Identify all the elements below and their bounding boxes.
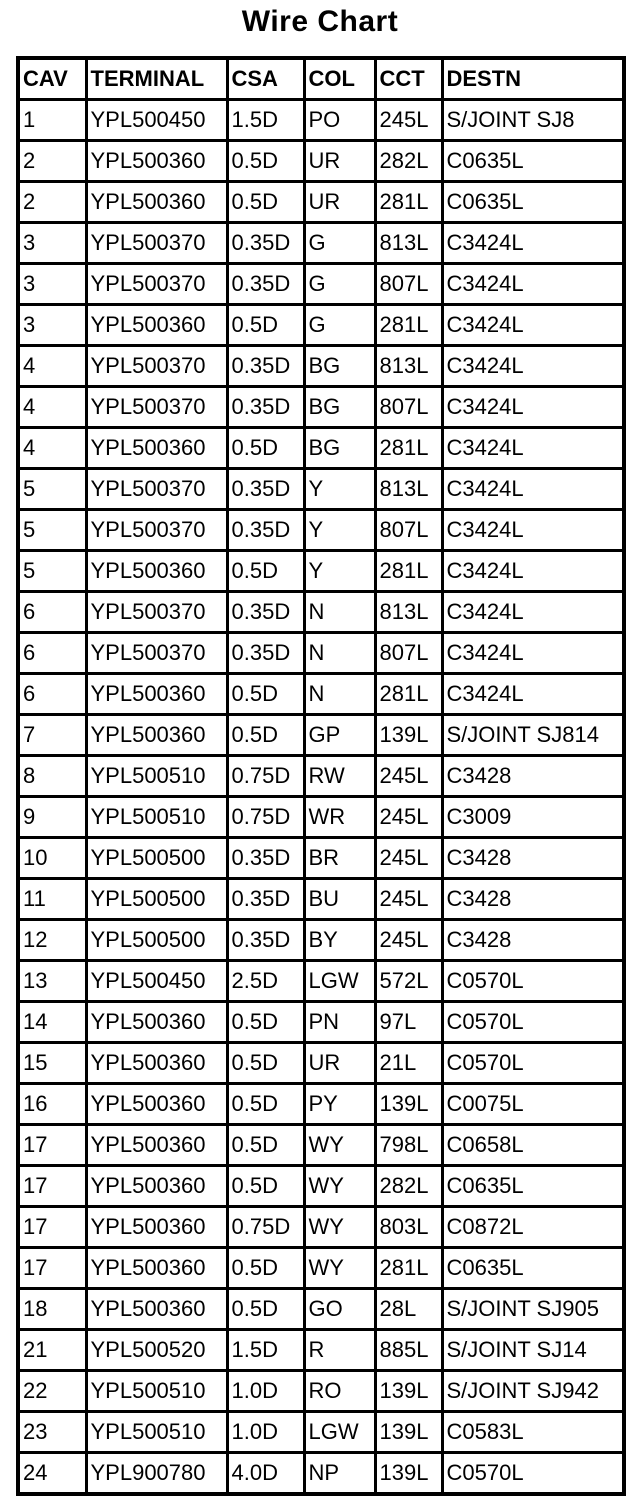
cell-destn: C3424L xyxy=(442,264,622,305)
table-row xyxy=(20,141,622,182)
cell-terminal: YPL500370 xyxy=(86,633,227,674)
cell-cct: 281L xyxy=(375,182,442,223)
cell-csa: 0.5D xyxy=(227,1248,304,1289)
cell-csa: 0.35D xyxy=(227,838,304,879)
cell-destn: C3424L xyxy=(442,387,622,428)
cell-terminal: YPL500370 xyxy=(86,346,227,387)
cell-cav: 6 xyxy=(20,674,86,715)
cell-cct: 245L xyxy=(375,838,442,879)
cell-terminal: YPL500360 xyxy=(86,428,227,469)
cell-terminal: YPL500450 xyxy=(86,961,227,1002)
table-row xyxy=(20,797,622,838)
cell-csa: 0.35D xyxy=(227,592,304,633)
cell-cct: 803L xyxy=(375,1207,442,1248)
cell-col: BG xyxy=(304,428,375,469)
cell-cct: 28L xyxy=(375,1289,442,1330)
cell-col: GO xyxy=(304,1289,375,1330)
table-body xyxy=(20,100,622,1493)
cell-terminal: YPL500510 xyxy=(86,1371,227,1412)
table-row xyxy=(20,387,622,428)
cell-destn: C0570L xyxy=(442,961,622,1002)
cell-col: PY xyxy=(304,1084,375,1125)
cell-cct: 281L xyxy=(375,674,442,715)
cell-col: LGW xyxy=(304,1412,375,1453)
cell-destn: C0635L xyxy=(442,141,622,182)
cell-terminal: YPL500360 xyxy=(86,1125,227,1166)
cell-terminal: YPL500370 xyxy=(86,592,227,633)
cell-cav: 22 xyxy=(20,1371,86,1412)
cell-csa: 0.5D xyxy=(227,305,304,346)
cell-cct: 282L xyxy=(375,141,442,182)
cell-terminal: YPL500360 xyxy=(86,1043,227,1084)
cell-col: LGW xyxy=(304,961,375,1002)
cell-col: BG xyxy=(304,387,375,428)
cell-col: R xyxy=(304,1330,375,1371)
table-header-row xyxy=(20,60,622,100)
cell-destn: C0872L xyxy=(442,1207,622,1248)
table-row xyxy=(20,756,622,797)
cell-cct: 282L xyxy=(375,1166,442,1207)
table-row xyxy=(20,1166,622,1207)
table-row xyxy=(20,1248,622,1289)
cell-cct: 21L xyxy=(375,1043,442,1084)
cell-terminal: YPL900780 xyxy=(86,1453,227,1493)
cell-cav: 6 xyxy=(20,592,86,633)
table-row xyxy=(20,633,622,674)
cell-col: UR xyxy=(304,141,375,182)
cell-destn: C3424L xyxy=(442,305,622,346)
cell-csa: 0.35D xyxy=(227,223,304,264)
cell-terminal: YPL500370 xyxy=(86,223,227,264)
column-header-cct: CCT xyxy=(375,60,442,100)
cell-destn: C3428 xyxy=(442,879,622,920)
cell-csa: 0.75D xyxy=(227,1207,304,1248)
cell-cav: 13 xyxy=(20,961,86,1002)
cell-cav: 3 xyxy=(20,223,86,264)
cell-terminal: YPL500510 xyxy=(86,756,227,797)
cell-destn: C3428 xyxy=(442,756,622,797)
cell-col: N xyxy=(304,592,375,633)
cell-csa: 1.5D xyxy=(227,1330,304,1371)
cell-col: WY xyxy=(304,1207,375,1248)
cell-cav: 7 xyxy=(20,715,86,756)
cell-cav: 5 xyxy=(20,469,86,510)
cell-cct: 572L xyxy=(375,961,442,1002)
cell-cav: 3 xyxy=(20,264,86,305)
cell-cav: 8 xyxy=(20,756,86,797)
cell-cav: 21 xyxy=(20,1330,86,1371)
cell-terminal: YPL500450 xyxy=(86,100,227,141)
cell-csa: 4.0D xyxy=(227,1453,304,1493)
cell-destn: C3009 xyxy=(442,797,622,838)
table-row xyxy=(20,1002,622,1043)
table-row xyxy=(20,961,622,1002)
table-row xyxy=(20,510,622,551)
cell-cct: 281L xyxy=(375,1248,442,1289)
table-row xyxy=(20,1125,622,1166)
cell-col: N xyxy=(304,674,375,715)
cell-destn: C3424L xyxy=(442,469,622,510)
cell-terminal: YPL500520 xyxy=(86,1330,227,1371)
page-title: Wire Chart xyxy=(241,5,399,38)
table-row xyxy=(20,223,622,264)
cell-cct: 807L xyxy=(375,510,442,551)
cell-csa: 0.5D xyxy=(227,1002,304,1043)
cell-cav: 17 xyxy=(20,1207,86,1248)
column-header-cav: CAV xyxy=(20,60,86,100)
cell-terminal: YPL500510 xyxy=(86,1412,227,1453)
cell-terminal: YPL500500 xyxy=(86,838,227,879)
table-row xyxy=(20,838,622,879)
cell-cct: 245L xyxy=(375,756,442,797)
cell-col: BU xyxy=(304,879,375,920)
cell-csa: 0.75D xyxy=(227,797,304,838)
table-row xyxy=(20,674,622,715)
cell-col: PN xyxy=(304,1002,375,1043)
column-header-terminal: TERMINAL xyxy=(86,60,227,100)
cell-destn: C0570L xyxy=(442,1043,622,1084)
cell-terminal: YPL500370 xyxy=(86,264,227,305)
table-row xyxy=(20,879,622,920)
table-row xyxy=(20,100,622,141)
table-row xyxy=(20,1412,622,1453)
cell-col: RO xyxy=(304,1371,375,1412)
cell-cav: 9 xyxy=(20,797,86,838)
cell-terminal: YPL500500 xyxy=(86,920,227,961)
cell-cct: 807L xyxy=(375,264,442,305)
cell-csa: 0.35D xyxy=(227,469,304,510)
cell-cav: 4 xyxy=(20,346,86,387)
cell-csa: 0.35D xyxy=(227,633,304,674)
cell-cct: 245L xyxy=(375,100,442,141)
cell-terminal: YPL500360 xyxy=(86,305,227,346)
cell-col: BG xyxy=(304,346,375,387)
cell-cct: 885L xyxy=(375,1330,442,1371)
cell-col: Y xyxy=(304,510,375,551)
cell-destn: C3424L xyxy=(442,633,622,674)
cell-terminal: YPL500360 xyxy=(86,674,227,715)
cell-csa: 0.5D xyxy=(227,1289,304,1330)
cell-cav: 24 xyxy=(20,1453,86,1493)
cell-csa: 1.5D xyxy=(227,100,304,141)
cell-cav: 1 xyxy=(20,100,86,141)
column-header-csa: CSA xyxy=(227,60,304,100)
cell-destn: C0635L xyxy=(442,182,622,223)
cell-destn: S/JOINT SJ8 xyxy=(442,100,622,141)
cell-cct: 139L xyxy=(375,1084,442,1125)
table-row xyxy=(20,428,622,469)
cell-col: GP xyxy=(304,715,375,756)
cell-cct: 813L xyxy=(375,223,442,264)
table-row xyxy=(20,1330,622,1371)
cell-destn: C3424L xyxy=(442,592,622,633)
cell-destn: C0635L xyxy=(442,1248,622,1289)
cell-cav: 6 xyxy=(20,633,86,674)
wire-chart-table-frame xyxy=(16,56,626,1496)
cell-col: Y xyxy=(304,551,375,592)
table-row xyxy=(20,1207,622,1248)
cell-csa: 0.35D xyxy=(227,264,304,305)
cell-cav: 3 xyxy=(20,305,86,346)
cell-col: NP xyxy=(304,1453,375,1493)
cell-destn: C3428 xyxy=(442,838,622,879)
cell-col: BR xyxy=(304,838,375,879)
cell-col: G xyxy=(304,223,375,264)
cell-col: G xyxy=(304,305,375,346)
cell-cav: 16 xyxy=(20,1084,86,1125)
cell-cav: 11 xyxy=(20,879,86,920)
cell-cav: 14 xyxy=(20,1002,86,1043)
cell-csa: 0.5D xyxy=(227,1166,304,1207)
cell-csa: 0.5D xyxy=(227,1043,304,1084)
cell-cav: 4 xyxy=(20,428,86,469)
table-row xyxy=(20,551,622,592)
cell-cav: 17 xyxy=(20,1248,86,1289)
cell-cct: 97L xyxy=(375,1002,442,1043)
cell-csa: 0.75D xyxy=(227,756,304,797)
cell-cct: 139L xyxy=(375,715,442,756)
cell-destn: S/JOINT SJ942 xyxy=(442,1371,622,1412)
table-row xyxy=(20,1371,622,1412)
cell-csa: 0.5D xyxy=(227,182,304,223)
column-header-destn: DESTN xyxy=(442,60,622,100)
cell-destn: C0635L xyxy=(442,1166,622,1207)
cell-destn: C3424L xyxy=(442,346,622,387)
cell-destn: C3424L xyxy=(442,551,622,592)
cell-destn: C0570L xyxy=(442,1002,622,1043)
cell-col: BY xyxy=(304,920,375,961)
cell-terminal: YPL500360 xyxy=(86,182,227,223)
cell-destn: C0570L xyxy=(442,1453,622,1493)
cell-cct: 245L xyxy=(375,920,442,961)
cell-cav: 2 xyxy=(20,141,86,182)
cell-col: RW xyxy=(304,756,375,797)
cell-destn: C0075L xyxy=(442,1084,622,1125)
cell-cct: 807L xyxy=(375,633,442,674)
table-row xyxy=(20,1084,622,1125)
cell-col: WY xyxy=(304,1248,375,1289)
cell-cct: 245L xyxy=(375,879,442,920)
cell-terminal: YPL500360 xyxy=(86,1207,227,1248)
cell-cct: 281L xyxy=(375,551,442,592)
cell-destn: S/JOINT SJ905 xyxy=(442,1289,622,1330)
cell-terminal: YPL500510 xyxy=(86,797,227,838)
cell-csa: 0.35D xyxy=(227,346,304,387)
cell-csa: 0.5D xyxy=(227,1084,304,1125)
cell-col: UR xyxy=(304,182,375,223)
cell-csa: 0.35D xyxy=(227,510,304,551)
cell-cav: 18 xyxy=(20,1289,86,1330)
cell-destn: S/JOINT SJ14 xyxy=(442,1330,622,1371)
cell-cav: 17 xyxy=(20,1125,86,1166)
cell-csa: 0.35D xyxy=(227,920,304,961)
cell-csa: 1.0D xyxy=(227,1412,304,1453)
cell-cav: 17 xyxy=(20,1166,86,1207)
cell-csa: 0.5D xyxy=(227,551,304,592)
cell-destn: C3424L xyxy=(442,223,622,264)
cell-csa: 0.5D xyxy=(227,141,304,182)
cell-terminal: YPL500360 xyxy=(86,715,227,756)
cell-terminal: YPL500370 xyxy=(86,510,227,551)
cell-terminal: YPL500360 xyxy=(86,1084,227,1125)
cell-terminal: YPL500370 xyxy=(86,387,227,428)
cell-terminal: YPL500360 xyxy=(86,1166,227,1207)
cell-cct: 139L xyxy=(375,1412,442,1453)
table-row xyxy=(20,346,622,387)
column-header-col: COL xyxy=(304,60,375,100)
cell-col: WR xyxy=(304,797,375,838)
cell-terminal: YPL500360 xyxy=(86,551,227,592)
cell-cav: 10 xyxy=(20,838,86,879)
cell-col: PO xyxy=(304,100,375,141)
cell-cav: 4 xyxy=(20,387,86,428)
table-row xyxy=(20,592,622,633)
cell-cct: 813L xyxy=(375,592,442,633)
cell-cct: 281L xyxy=(375,428,442,469)
cell-cct: 813L xyxy=(375,346,442,387)
cell-csa: 1.0D xyxy=(227,1371,304,1412)
cell-destn: C3424L xyxy=(442,428,622,469)
cell-cav: 23 xyxy=(20,1412,86,1453)
cell-destn: C0658L xyxy=(442,1125,622,1166)
cell-destn: C3424L xyxy=(442,674,622,715)
cell-cct: 813L xyxy=(375,469,442,510)
table-row xyxy=(20,305,622,346)
cell-terminal: YPL500360 xyxy=(86,141,227,182)
table-row xyxy=(20,182,622,223)
cell-destn: C0583L xyxy=(442,1412,622,1453)
cell-cav: 2 xyxy=(20,182,86,223)
table-row xyxy=(20,1453,622,1493)
table-row xyxy=(20,469,622,510)
cell-csa: 0.35D xyxy=(227,387,304,428)
cell-csa: 0.35D xyxy=(227,879,304,920)
cell-destn: C3428 xyxy=(442,920,622,961)
cell-col: WY xyxy=(304,1166,375,1207)
cell-csa: 0.5D xyxy=(227,1125,304,1166)
cell-terminal: YPL500360 xyxy=(86,1248,227,1289)
table-row xyxy=(20,264,622,305)
cell-csa: 0.5D xyxy=(227,715,304,756)
cell-cav: 5 xyxy=(20,510,86,551)
cell-cav: 15 xyxy=(20,1043,86,1084)
cell-cct: 807L xyxy=(375,387,442,428)
cell-terminal: YPL500360 xyxy=(86,1289,227,1330)
table-row xyxy=(20,920,622,961)
cell-cav: 5 xyxy=(20,551,86,592)
cell-col: WY xyxy=(304,1125,375,1166)
cell-col: Y xyxy=(304,469,375,510)
cell-col: G xyxy=(304,264,375,305)
cell-cct: 139L xyxy=(375,1371,442,1412)
cell-csa: 2.5D xyxy=(227,961,304,1002)
cell-terminal: YPL500370 xyxy=(86,469,227,510)
cell-destn: S/JOINT SJ814 xyxy=(442,715,622,756)
cell-terminal: YPL500500 xyxy=(86,879,227,920)
table-row xyxy=(20,715,622,756)
cell-cct: 798L xyxy=(375,1125,442,1166)
cell-col: N xyxy=(304,633,375,674)
wire-chart-table xyxy=(20,60,622,1492)
cell-col: UR xyxy=(304,1043,375,1084)
cell-destn: C3424L xyxy=(442,510,622,551)
cell-cct: 245L xyxy=(375,797,442,838)
cell-csa: 0.5D xyxy=(227,674,304,715)
table-row xyxy=(20,1043,622,1084)
cell-cav: 12 xyxy=(20,920,86,961)
cell-csa: 0.5D xyxy=(227,428,304,469)
cell-terminal: YPL500360 xyxy=(86,1002,227,1043)
cell-cct: 281L xyxy=(375,305,442,346)
cell-cct: 139L xyxy=(375,1453,442,1493)
table-row xyxy=(20,1289,622,1330)
